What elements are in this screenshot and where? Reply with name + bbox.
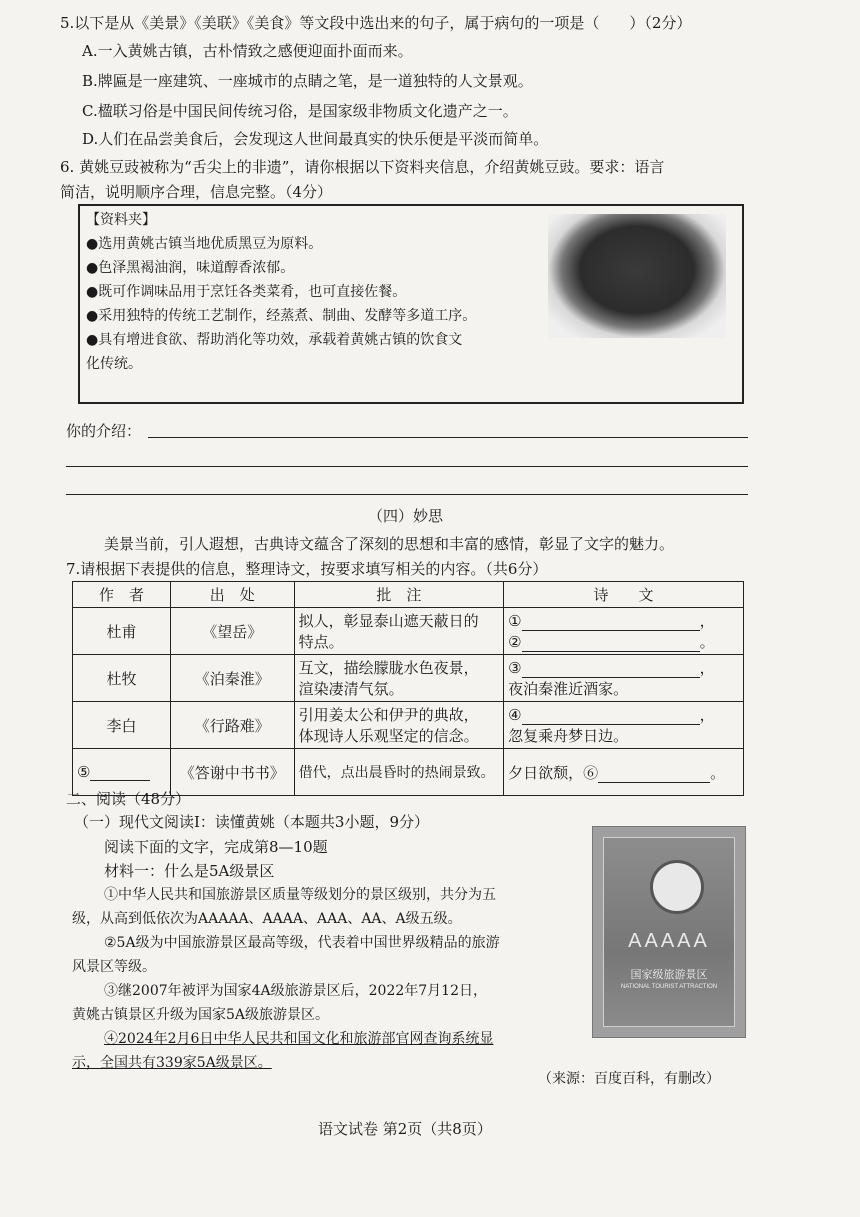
resource-item: ●选用黄姚古镇当地优质黑豆为原料。 (86, 236, 323, 252)
q5-option-b: B.牌匾是一座建筑、一座城市的点睛之笔，是一道独特的人文景观。 (82, 72, 533, 90)
source-cell: 《答谢中书书》 (170, 749, 294, 796)
poem-cell (504, 702, 744, 749)
note-cell (294, 655, 503, 702)
author-cell: 杜牧 (73, 655, 171, 702)
resource-item: ●色泽黑褐油润，味道醇香浓郁。 (86, 260, 295, 276)
answer-line[interactable] (66, 494, 748, 495)
blank-5-field[interactable] (90, 764, 150, 781)
poem-line: 夕日欲颓，⑥ (508, 763, 599, 782)
note-cell: 借代，点出晨昏时的热闹景致。 (294, 749, 503, 796)
source-citation: （来源：百度百科，有删改） (538, 1071, 720, 1087)
q7-stem: 7.请根据下表提供的信息，整理诗文，按要求填写相关的内容。（共6分） (66, 560, 548, 578)
poem-line: 忽复乘舟梦日边。 (508, 727, 629, 745)
poem-cell (504, 655, 744, 702)
paragraph-3-cont: 黄姚古镇景区升级为国家5A级旅游景区。 (72, 1007, 330, 1023)
section4-intro: 美景当前，引人遐想，古典诗文蕴含了深刻的思想和丰富的感情，彰显了文字的魅力。 (104, 535, 675, 553)
header-source: 出 处 (170, 582, 294, 608)
answer-line[interactable] (148, 437, 748, 438)
blank-marker: ④ (508, 706, 522, 724)
punct: ， (699, 659, 715, 677)
q6-stem-line2: 简洁，说明顺序合理，信息完整。（4分） (60, 183, 333, 201)
q5-option-c: C.楹联习俗是中国民间传统习俗，是国家级非物质文化遗产之一。 (82, 102, 518, 120)
source-cell: 《望岳》 (170, 608, 294, 655)
5a-scenic-plaque-photo (592, 826, 746, 1038)
plaque-stars: AAAAA (628, 930, 710, 952)
answer-line[interactable] (66, 466, 748, 467)
poetry-table (72, 581, 744, 796)
q5-option-d: D.人们在品尝美食后，会发现这人世间最真实的快乐便是平淡而简单。 (82, 130, 549, 148)
table-row (73, 655, 744, 702)
blank-4-field[interactable] (522, 708, 700, 725)
resource-item: 化传统。 (86, 356, 142, 372)
section4-title: （四）妙思 (368, 507, 444, 525)
reading-instruction: 阅读下面的文字，完成第8—10题 (104, 838, 328, 856)
paragraph-4: ④2024年2月6日中华人民共和国文化和旅游部官网查询系统显 (104, 1031, 494, 1047)
poem-cell (504, 608, 744, 655)
emblem-icon (650, 860, 704, 914)
resource-item: ●具有增进食欲、帮助消化等功效，承载着黄姚古镇的饮食文 (86, 332, 463, 348)
author-cell: 李白 (73, 702, 171, 749)
page-footer: 语文试卷 第2页（共8页） (318, 1120, 492, 1138)
answer-label: 你的介绍： (66, 422, 142, 440)
paragraph-1: ①中华人民共和国旅游景区质量等级划分的景区级别，共分为五 (104, 887, 496, 903)
note-line: 拟人，彰显泰山遮天蔽日的 (298, 612, 479, 630)
note-line: 互文，描绘朦胧水色夜景， (298, 659, 479, 677)
source-cell: 《泊秦淮》 (170, 655, 294, 702)
note-cell (294, 702, 503, 749)
resource-title: 【资料夹】 (86, 212, 156, 228)
blank-marker: ③ (508, 659, 522, 677)
header-author: 作 者 (73, 582, 171, 608)
paragraph-3: ③继2007年被评为国家4A级旅游景区后，2022年7月12日， (104, 983, 487, 999)
note-cell (294, 608, 503, 655)
plaque-label: 国家级旅游景区 (630, 968, 708, 981)
note-line: 引用姜太公和伊尹的典故， (298, 706, 479, 724)
source-cell: 《行路难》 (170, 702, 294, 749)
part2-title: 二、阅读（48分） (66, 790, 191, 808)
paragraph-4-cont: 示，全国共有339家5A级景区。 (72, 1055, 272, 1071)
resource-item: ●采用独特的传统工艺制作，经蒸煮、制曲、发酵等多道工序。 (86, 308, 477, 324)
part2-subtitle: （一）现代文阅读Ⅰ：读懂黄姚（本题共3小题，9分） (74, 813, 430, 831)
resource-item: ●既可作调味品用于烹饪各类菜肴，也可直接佐餐。 (86, 284, 407, 300)
header-poem: 诗 文 (504, 582, 744, 608)
punct: ， (699, 612, 715, 630)
black-beans-photo (548, 214, 726, 338)
blank-marker: ② (508, 633, 522, 651)
blank-3-field[interactable] (522, 661, 700, 678)
note-line: 渲染凄清气氛。 (298, 680, 404, 698)
blank-marker: ① (508, 612, 522, 630)
blank-2-field[interactable] (522, 635, 700, 652)
punct: 。 (699, 633, 715, 651)
poem-line: 夜泊秦淮近酒家。 (508, 680, 629, 698)
q6-stem-line1: 6. 黄姚豆豉被称为“舌尖上的非遗”，请你根据以下资料夹信息，介绍黄姚豆豉。要求：语言 (60, 158, 665, 176)
table-header-row (73, 582, 744, 608)
plaque-label-en: NATIONAL TOURIST ATTRACTION (620, 984, 718, 990)
author-cell: 杜甫 (73, 608, 171, 655)
note-line: 特点。 (298, 633, 344, 651)
q5-stem: 5.以下是从《美景》《美联》《美食》等文段中选出来的句子，属于病句的一项是（ ）（2分） (60, 14, 692, 32)
blank-1-field[interactable] (522, 614, 700, 631)
paragraph-1-cont: 级，从高到低依次为AAAAA、AAAA、AAA、AA、A级五级。 (72, 911, 462, 927)
poem-cell (504, 749, 744, 796)
paragraph-2-cont: 风景区等级。 (72, 959, 156, 975)
header-note: 批 注 (294, 582, 503, 608)
material-title: 材料一：什么是5A级景区 (104, 862, 275, 880)
q5-option-a: A.一入黄姚古镇，古朴情致之感便迎面扑面而来。 (82, 42, 413, 60)
table-row (73, 702, 744, 749)
paragraph-2: ②5A级为中国旅游景区最高等级，代表着中国世界级精品的旅游 (104, 935, 500, 951)
blank-marker: ⑤ (77, 763, 91, 781)
table-row (73, 608, 744, 655)
note-line: 体现诗人乐观坚定的信念。 (298, 727, 479, 745)
punct: 。 (710, 763, 726, 782)
blank-6-field[interactable] (598, 766, 710, 783)
punct: ， (699, 706, 715, 724)
